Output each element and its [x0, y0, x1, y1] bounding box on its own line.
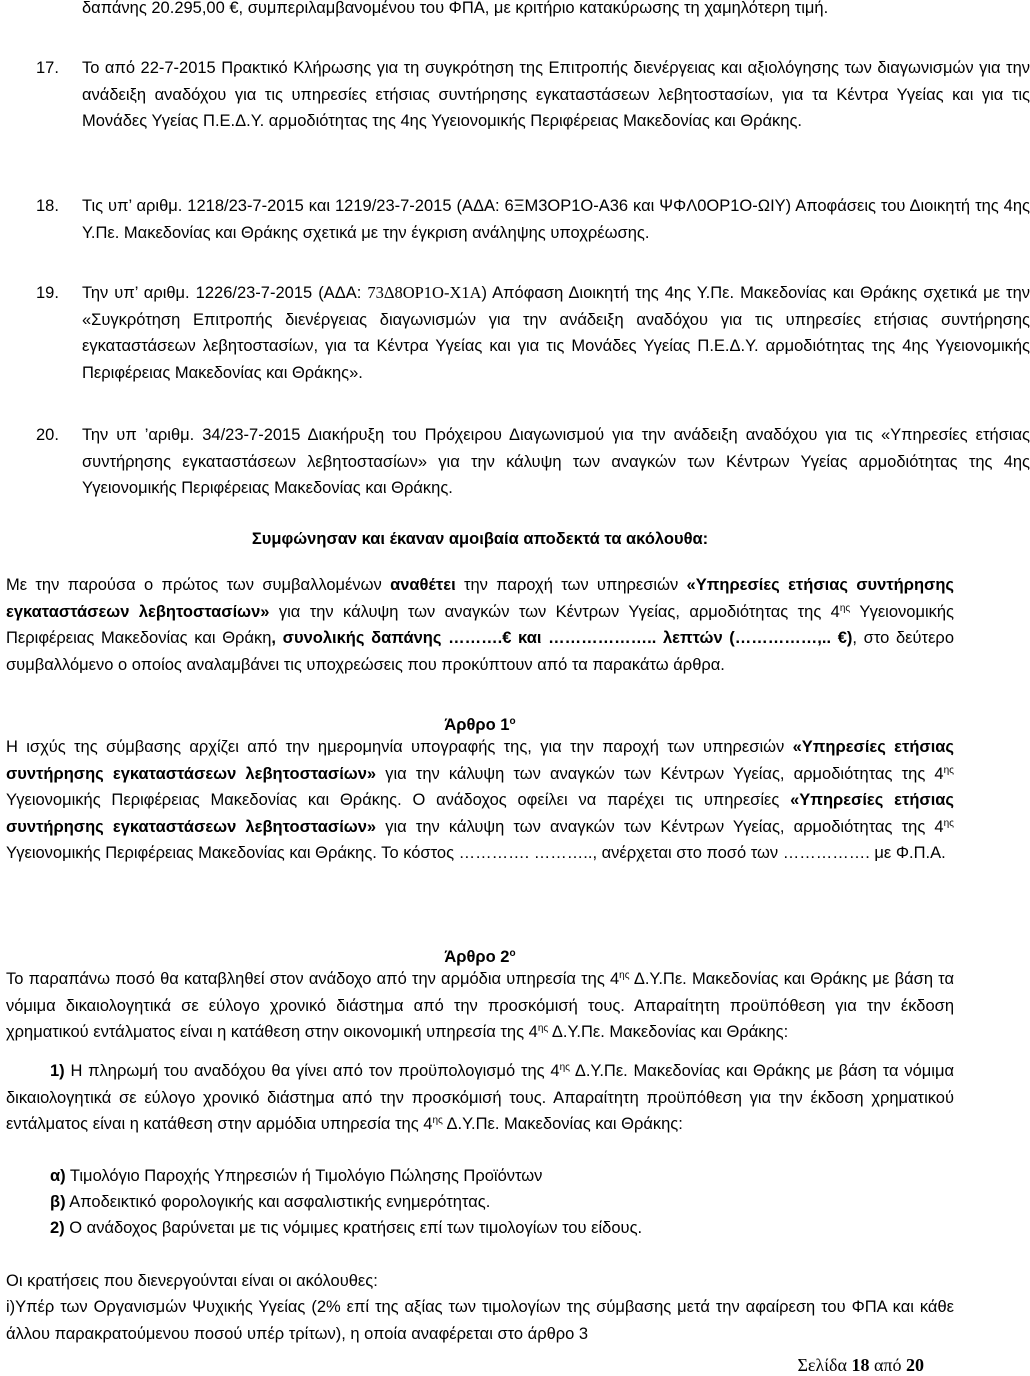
- item-number: 19.: [36, 284, 59, 302]
- service-name-bold: «Υπηρεσίες ετήσιας συντήρησης εγκαταστάσεων λεβητοστασίων»: [6, 738, 954, 783]
- footer-text: Σελίδα: [797, 1355, 852, 1375]
- list-item-17: [6, 55, 1030, 135]
- footer-text: από: [869, 1355, 906, 1375]
- intro-text: , στο δεύτερο συμβαλλόμενο ο οποίος αναλαμβάνει τις υποχρεώσεις που προκύπτουν από τα παρακάτω άρθρα.: [6, 629, 954, 674]
- superscript: ης: [432, 1115, 443, 1126]
- service-name-bold: «Υπηρεσίες ετήσιας συντήρησης εγκαταστάσεων λεβητοστασίων»: [6, 791, 954, 836]
- article-text: Η πληρωμή του αναδόχου θα γίνει από τον προϋπολογισμό της 4: [64, 1062, 560, 1080]
- article-2-item-b: [6, 1189, 954, 1216]
- item-number: 20.: [36, 426, 59, 444]
- article-2-paragraph-5: [6, 1294, 954, 1347]
- item-number: 17.: [36, 59, 59, 77]
- article-text: Η ισχύς της σύμβασης αρχίζει από την ημερομηνία υπογραφής της, για την παροχή των υπηρεσιών: [6, 738, 793, 756]
- item-text: Τις υπ’ αριθμ. 1218/23-7-2015 και 1219/23-7-2015 (ΑΔΑ: 6ΞΜ3ΟΡ1Ο-Α36 και ΨΦΛ0ΟΡ1Ο-ΩΙΥ) Αποφάσεις του Διοικητή της 4ης Υ.Πε. Μακεδονίας και Θράκης σχετικά με την έγκριση ανάληψης υποχρέωσης.: [82, 197, 1030, 242]
- item-text-a: Την υπ’ αριθμ. 1226/23-7-2015 (ΑΔΑ:: [82, 284, 368, 302]
- current-page-number: 18: [851, 1355, 870, 1375]
- article-2-paragraph-4: [6, 1268, 954, 1295]
- intro-text: την παροχή των υπηρεσιών: [455, 576, 687, 594]
- article-text: i)Υπέρ των Οργανισμών Ψυχικής Υγείας (2% επί της αξίας των τιμολογίων της σύμβασης μετά την αφαίρεση του ΦΠΑ και κάθε άλλου παρακρατούμενου ποσού υπέρ τρίτων), η οποία αναφέρεται στο άρθρο 3: [6, 1298, 954, 1343]
- item-text: Την υπ ’αριθμ. 34/23-7-2015 Διακήρυξη του Πρόχειρου Διαγωνισμού για την ανάδειξη αναδόχου για τις «Υπηρεσίες ετήσιας συντήρησης εγκαταστάσεων λεβητοστασίων» για την κάλυψη των αναγκών των Κέντρων Υγείας αρμοδιότητας της 4ης Υγειονομικής Περιφέρειας Μακεδονίας και Θράκης.: [82, 426, 1030, 497]
- intro-text: για την κάλυψη των αναγκών των Κέντρων Υγείας, αρμοδιότητας της 4: [269, 602, 840, 621]
- item-text: Το από 22-7-2015 Πρακτικό Κλήρωσης για τη συγκρότηση της Επιτροπής διενέργειας και αξιολόγησης των διαγωνισμών για την ανάδειξη αναδόχου για τις υπηρεσίες ετήσιας συντήρησης εγκαταστάσεων λεβητοστασίων, για τα Κέντρα Υγείας και για τις Μονάδες Υγείας Π.Ε.Δ.Υ. αρμοδιότητας της 4ης Υγειονομικής Περιφέρειας Μακεδονίας και Θράκης.: [82, 59, 1030, 130]
- list-item-18: [6, 193, 1030, 246]
- article-text: Υγειονομικής Περιφέρειας Μακεδονίας και Θράκης. Ο ανάδοχος οφείλει να παρέχει τις υπηρεσίες: [6, 791, 791, 809]
- article-text: Δ.Υ.Πε. Μακεδονίας και Θράκης:: [548, 1023, 789, 1041]
- list-item-19: [6, 280, 1030, 386]
- article-text: Οι κρατήσεις που διενεργούνται είναι οι ακόλουθες:: [6, 1272, 378, 1290]
- intro-text: Υγειονομικής Περιφέρειας Μακεδονίας και Θράκη: [6, 602, 954, 647]
- point-label: α): [50, 1167, 66, 1185]
- agreement-heading: Συμφώνησαν και έκαναν αμοιβαία αποδεκτά τα ακόλουθα:: [251, 530, 709, 548]
- previous-item-continuation: [6, 0, 1030, 22]
- superscript: ης: [943, 817, 954, 829]
- service-name-bold: «Υπηρεσίες ετήσιας συντήρησης εγκαταστάσεων λεβητοστασίων»: [6, 576, 954, 621]
- item-text-b: ) Απόφαση Διοικητή της 4ης Υ.Πε. Μακεδονίας και Θράκης σχετικά με την «Συγκρότηση Επιτροπής διενέργειας διαγωνισμών για την ανάδειξη αναδόχου για τις υπηρεσίες ετήσιας συντήρησης εγκαταστάσεων λεβητοστασίων, για τα Κέντρα Υγείας και για τις Μονάδες Υγείας Π.Ε.Δ.Υ. αρμοδιότητας της 4ης Υγειονομικής Περιφέρειας Μακεδονίας και Θράκης».: [82, 284, 1030, 382]
- intro-paragraph: [6, 572, 954, 678]
- superscript: ης: [559, 1062, 570, 1073]
- article-text: Αποδεικτικό φορολογικής και ασφαλιστικής ενημερότητας.: [65, 1193, 491, 1211]
- superscript: ο: [509, 948, 516, 959]
- article-title-text: Άρθρο 1: [444, 716, 510, 734]
- page-footer: [797, 1355, 924, 1376]
- superscript: ης: [943, 764, 954, 776]
- continuation-text: δαπάνης 20.295,00 €, συμπεριλαμβανομένου του ΦΠΑ, με κριτήριο κατακύρωσης τη χαμηλότερη τιμή.: [82, 0, 829, 17]
- intro-bold-assigns: αναθέτει: [390, 576, 456, 594]
- superscript: ο: [509, 716, 516, 727]
- ada-code: 73Δ8ΟΡ1Ο-Χ1Α: [367, 283, 482, 302]
- article-text: για την κάλυψη των αναγκών των Κέντρων Υγείας, αρμοδιότητας της 4: [376, 764, 944, 783]
- superscript: ης: [839, 602, 851, 614]
- point-number: 2): [50, 1219, 65, 1237]
- point-number: 1): [50, 1062, 65, 1080]
- article-text: Τιμολόγιο Παροχής Υπηρεσιών ή Τιμολόγιο Πώλησης Προϊόντων: [65, 1167, 543, 1185]
- article-text: Δ.Υ.Πε. Μακεδονίας και Θράκης με βάση τα νόμιμα δικαιολογητικά σε εύλογο χρονικό διάστημα από την προσκόμισή τους. Απαραίτητη προϋπόθεση για την έκδοση χρηματικού εντάλματος είναι η κατάθεση στην αρμόδια υπηρεσία της 4: [6, 1062, 954, 1133]
- article-2-item-a: [6, 1163, 954, 1190]
- superscript: ης: [537, 1023, 549, 1034]
- article-text: Το παραπάνω ποσό θα καταβληθεί στον ανάδοχο από την αρμόδια υπηρεσία της 4: [6, 970, 620, 988]
- article-title-text: Άρθρο 2: [444, 948, 510, 966]
- article-2-paragraph-3: [6, 1215, 954, 1242]
- article-text: Υγειονομικής Περιφέρειας Μακεδονίας και Θράκης. Το κόστος …………. ……….., ανέρχεται στο ποσό των ……………. με Φ.Π.Α.: [6, 844, 946, 862]
- article-1-paragraph: [6, 734, 954, 867]
- article-2-paragraph-1: [6, 966, 954, 1046]
- total-cost-bold: , συνολικής δαπάνης ……….€ και ……………….. λεπτών (……………,.. €): [271, 629, 853, 647]
- article-text: Δ.Υ.Πε. Μακεδονίας και Θράκης με βάση τα νόμιμα δικαιολογητικά σε εύλογο χρονικό διάστημα από την προσκόμισή τους. Απαραίτητη προϋπόθεση για την έκδοση χρηματικού εντάλματος είναι η κατάθεση στην οικονομική υπηρεσία της 4: [6, 970, 954, 1041]
- intro-text: Με την παρούσα ο πρώτος των συμβαλλομένων: [6, 576, 391, 594]
- list-item-20: [6, 422, 1030, 502]
- point-label: β): [50, 1193, 66, 1211]
- article-text: για την κάλυψη των αναγκών των Κέντρων Υγείας, αρμοδιότητας της 4: [376, 817, 944, 836]
- item-number: 18.: [36, 197, 59, 215]
- article-text: Ο ανάδοχος βαρύνεται με τις νόμιμες κρατήσεις επί των τιμολογίων του είδους.: [64, 1219, 643, 1237]
- article-2-paragraph-2: [6, 1058, 954, 1138]
- superscript: ης: [619, 970, 630, 981]
- total-pages-number: 20: [906, 1355, 924, 1375]
- article-text: Δ.Υ.Πε. Μακεδονίας και Θράκης:: [442, 1115, 683, 1133]
